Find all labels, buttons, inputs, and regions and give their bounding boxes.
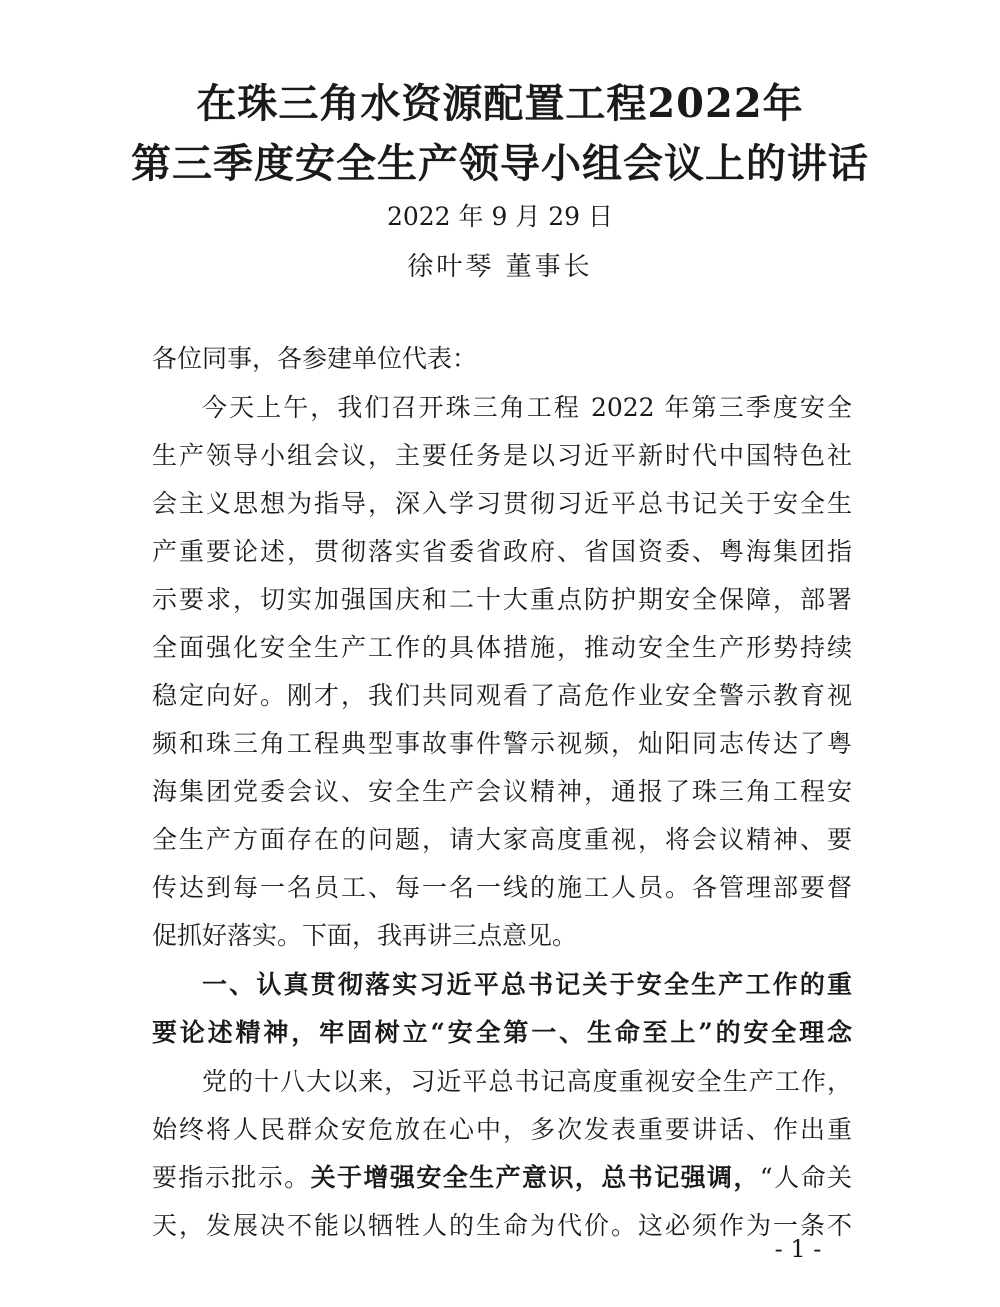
paragraph-2-line: 天，发展决不能以牺牲人的生命为代价。这必须作为一条不	[152, 1211, 852, 1240]
paragraph-2-line: 党的十八大以来，习近平总书记高度重视安全生产工作，	[202, 1067, 852, 1096]
paragraph-1-line: 稳定向好。刚才，我们共同观看了高危作业安全警示教育视	[152, 681, 852, 710]
paragraph-1-line: 传达到每一名员工、每一名一线的施工人员。各管理部要督	[152, 873, 852, 902]
paragraph-1-line: 今天上午，我们召开珠三角工程 2022 年第三季度安全	[202, 393, 852, 422]
section-heading-1-line: 一、认真贯彻落实习近平总书记关于安全生产工作的重	[202, 970, 852, 999]
speech-date: 2022 年 9 月 29 日	[386, 202, 614, 231]
page-number: - 1 -	[774, 1235, 822, 1263]
speech-author: 徐叶琴 董事长	[407, 252, 593, 282]
paragraph-1-line: 促抓好落实。下面，我再讲三点意见。	[152, 921, 578, 950]
speech-title-line-2: 第三季度安全生产领导小组会议上的讲话	[131, 140, 869, 187]
paragraph-1-line: 海集团党委会议、安全生产会议精神，通报了珠三角工程安	[152, 777, 852, 806]
paragraph-1-line: 会主义思想为指导，深入学习贯彻习近平总书记关于安全生	[152, 489, 852, 518]
salutation: 各位同事，各参建单位代表：	[152, 344, 478, 373]
paragraph-1-line: 示要求，切实加强国庆和二十大重点防护期安全保障，部署	[152, 585, 852, 614]
paragraph-1-line: 频和珠三角工程典型事故事件警示视频，灿阳同志传达了粤	[152, 729, 852, 758]
section-heading-1-line: 要论述精神，牢固树立“安全第一、生命至上”的安全理念	[152, 1018, 852, 1047]
paragraph-1-line: 全面强化安全生产工作的具体措施，推动安全生产形势持续	[152, 633, 852, 662]
speech-title-line-1: 在珠三角水资源配置工程2022年	[196, 80, 804, 127]
paragraph-1-line: 生产领导小组会议，主要任务是以习近平新时代中国特色社	[152, 441, 852, 470]
paragraph-1-line: 产重要论述，贯彻落实省委省政府、省国资委、粤海集团指	[152, 537, 852, 566]
paragraph-1-line: 全生产方面存在的问题，请大家高度重视，将会议精神、要	[152, 825, 852, 854]
paragraph-2-line: 始终将人民群众安危放在心中，多次发表重要讲话、作出重	[152, 1115, 852, 1144]
emphasized-text: 关于增强安全生产意识，总书记强调，	[310, 1163, 760, 1192]
quote-start-text: “人命关	[759, 1163, 852, 1192]
paragraph-2-line	[152, 1162, 852, 1194]
paragraph-2-text: 要指示批示。	[152, 1163, 311, 1192]
